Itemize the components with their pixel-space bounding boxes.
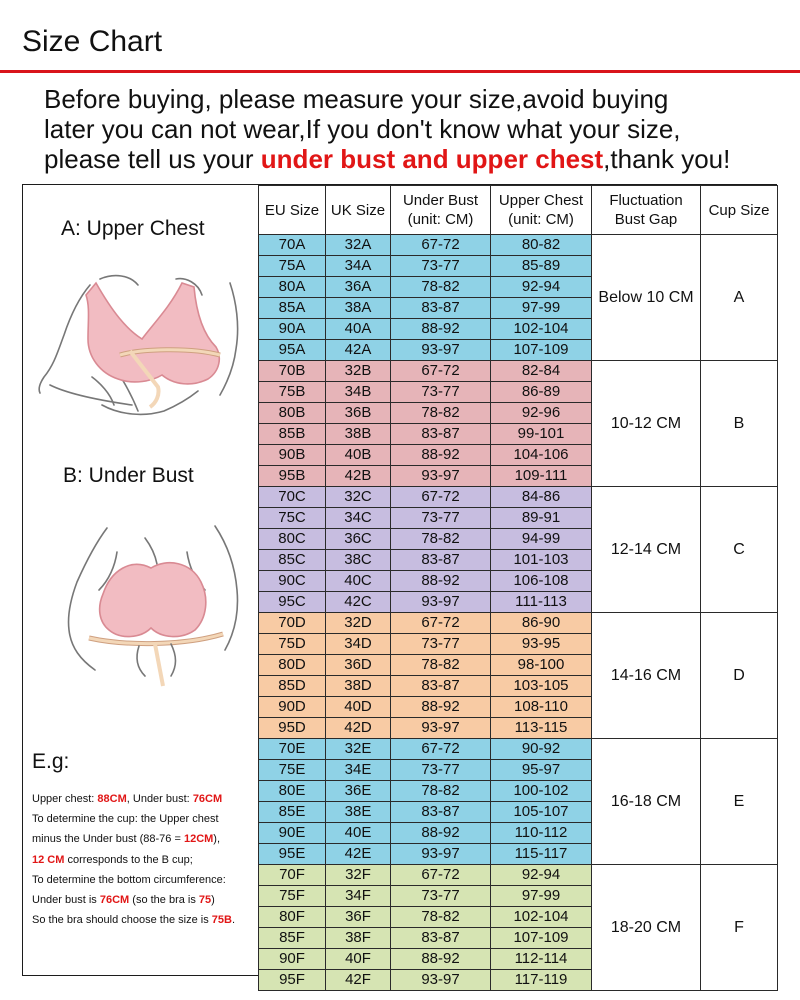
example-text: To determine the cup: the Upper chest [32,813,219,826]
uk-size-cell: 38F [326,928,391,949]
under-bust-cell: 78-82 [391,907,491,928]
under-bust-cell: 83-87 [391,676,491,697]
under-bust-cell: 88-92 [391,823,491,844]
under-bust-cell: 78-82 [391,529,491,550]
intro-text [44,84,794,174]
eu-size-cell: 80D [259,655,326,676]
cup-size-cell: E [701,739,778,865]
uk-size-cell: 40C [326,571,391,592]
eu-size-cell: 70B [259,361,326,382]
under-bust-cell: 88-92 [391,949,491,970]
uk-size-cell: 40F [326,949,391,970]
table-header-row [259,186,778,235]
under-bust-cell: 83-87 [391,550,491,571]
example-text: (so the bra is [129,894,199,907]
example-note-line [32,870,262,890]
eu-size-cell: 70A [259,235,326,256]
example-text: ), [213,833,221,846]
upper-chest-cell: 90-92 [491,739,592,760]
eu-size-cell: 85C [259,550,326,571]
eu-size-cell: 85E [259,802,326,823]
bust-gap-cell: 14-16 CM [592,613,701,739]
eu-size-cell: 95B [259,466,326,487]
uk-size-cell: 36C [326,529,391,550]
eu-size-cell: 95E [259,844,326,865]
upper-chest-cell: 112-114 [491,949,592,970]
intro-line-3-suffix: ,thank you! [603,144,731,174]
intro-highlight: under bust and upper chest [260,144,604,174]
uk-size-cell: 34C [326,508,391,529]
example-note-line [32,789,262,809]
example-highlight: 76CM [99,894,130,907]
upper-chest-cell: 82-84 [491,361,592,382]
example-text: corresponds to the B cup; [64,853,193,866]
under-bust-cell: 88-92 [391,697,491,718]
upper-chest-cell: 92-94 [491,277,592,298]
table-row [259,865,778,886]
uk-size-cell: 36B [326,403,391,424]
eu-size-cell: 95F [259,970,326,991]
example-note-line [32,850,262,870]
intro-line-3 [44,144,794,174]
under-bust-cell: 73-77 [391,508,491,529]
upper-chest-cell: 113-115 [491,718,592,739]
uk-size-cell: 42D [326,718,391,739]
eu-size-cell: 90B [259,445,326,466]
uk-size-cell: 42C [326,592,391,613]
eu-size-cell: 90F [259,949,326,970]
under-bust-cell: 93-97 [391,970,491,991]
uk-size-cell: 36F [326,907,391,928]
upper-chest-cell: 97-99 [491,298,592,319]
uk-size-cell: 34B [326,382,391,403]
cup-size-cell: B [701,361,778,487]
example-text: So the bra should choose the size is [32,914,212,927]
under-bust-cell: 78-82 [391,655,491,676]
upper-chest-cell: 95-97 [491,760,592,781]
under-bust-cell: 88-92 [391,319,491,340]
eu-size-cell: 75E [259,760,326,781]
upper-chest-cell: 109-111 [491,466,592,487]
upper-chest-cell: 105-107 [491,802,592,823]
eu-size-cell: 95A [259,340,326,361]
example-heading: E.g: [32,750,70,773]
page-title: Size Chart [22,25,163,58]
eu-size-cell: 75F [259,886,326,907]
under-bust-cell: 78-82 [391,277,491,298]
eu-size-cell: 75A [259,256,326,277]
under-bust-cell: 93-97 [391,718,491,739]
eu-size-cell: 80C [259,529,326,550]
eu-size-cell: 90E [259,823,326,844]
eu-size-cell: 90C [259,571,326,592]
under-bust-cell: 83-87 [391,802,491,823]
upper-chest-cell: 80-82 [491,235,592,256]
example-text: , Under bust: [126,793,193,805]
uk-size-cell: 40D [326,697,391,718]
intro-line-3-prefix: please tell us your [44,144,261,174]
uk-size-cell: 34D [326,634,391,655]
under-bust-cell: 67-72 [391,865,491,886]
under-bust-cell: 73-77 [391,634,491,655]
eu-size-cell: 80F [259,907,326,928]
example-text: . [231,914,236,927]
example-highlight: 75B [211,914,232,927]
cup-size-cell: C [701,487,778,613]
upper-chest-cell: 108-110 [491,697,592,718]
example-text: ) [211,894,215,907]
uk-size-cell: 40A [326,319,391,340]
under-bust-cell: 73-77 [391,886,491,907]
upper-chest-cell: 94-99 [491,529,592,550]
example-text: minus the Under bust (88-76 = [32,833,184,846]
example-text: Under bust is [32,894,100,907]
eu-size-cell: 75B [259,382,326,403]
intro-line-1: Before buying, please measure your size,avoid buying [44,84,669,114]
eu-size-cell: 85D [259,676,326,697]
upper-chest-heading: A: Upper Chest [61,217,205,240]
eu-size-cell: 95C [259,592,326,613]
intro-line-2: later you can not wear,If you don't know what your size, [44,114,681,144]
example-highlight: 75 [198,894,212,907]
uk-size-cell: 32C [326,487,391,508]
example-note-line [32,829,262,849]
uk-size-cell: 42A [326,340,391,361]
uk-size-cell: 42B [326,466,391,487]
under-bust-cell: 83-87 [391,928,491,949]
example-highlight: 88CM [97,793,127,805]
eu-size-cell: 85F [259,928,326,949]
under-bust-cell: 67-72 [391,361,491,382]
under-bust-cell: 73-77 [391,256,491,277]
cup-size-cell: A [701,235,778,361]
example-note-line [32,910,262,930]
eu-size-cell: 75D [259,634,326,655]
bust-gap-cell: 16-18 CM [592,739,701,865]
uk-size-cell: 32E [326,739,391,760]
eu-size-cell: 80A [259,277,326,298]
title-divider [0,70,800,73]
upper-chest-cell: 102-104 [491,319,592,340]
uk-size-cell: 32F [326,865,391,886]
table-row [259,235,778,256]
upper-chest-cell: 106-108 [491,571,592,592]
uk-size-cell: 38A [326,298,391,319]
uk-size-cell: 42E [326,844,391,865]
under-bust-cell: 67-72 [391,613,491,634]
upper-chest-cell: 104-106 [491,445,592,466]
eu-size-cell: 90A [259,319,326,340]
upper-chest-cell: 110-112 [491,823,592,844]
uk-size-cell: 38B [326,424,391,445]
bust-gap-cell: 12-14 CM [592,487,701,613]
eu-size-cell: 70D [259,613,326,634]
under-bust-cell: 67-72 [391,235,491,256]
under-bust-cell: 78-82 [391,403,491,424]
upper-chest-cell: 103-105 [491,676,592,697]
eu-size-cell: 80B [259,403,326,424]
cup-size-cell: F [701,865,778,991]
example-note-line [32,809,262,829]
under-bust-cell: 67-72 [391,487,491,508]
example-text: Upper chest: [32,793,98,805]
upper-chest-cell: 89-91 [491,508,592,529]
cup-size-cell: D [701,613,778,739]
eu-size-cell: 95D [259,718,326,739]
uk-size-header: UK Size [326,186,391,235]
under-bust-cell: 67-72 [391,739,491,760]
uk-size-cell: 32D [326,613,391,634]
under-bust-cell: 73-77 [391,760,491,781]
upper-chest-cell: 92-94 [491,865,592,886]
example-note-line [32,890,262,910]
under-bust-cell: 88-92 [391,571,491,592]
under-bust-cell: 83-87 [391,298,491,319]
uk-size-cell: 34F [326,886,391,907]
upper-chest-cell: 100-102 [491,781,592,802]
under-bust-cell: 93-97 [391,592,491,613]
eu-size-cell: 85A [259,298,326,319]
upper-chest-cell: 107-109 [491,928,592,949]
under-bust-cell: 93-97 [391,844,491,865]
uk-size-cell: 36D [326,655,391,676]
uk-size-cell: 38C [326,550,391,571]
eu-size-cell: 70E [259,739,326,760]
upper-chest-cell: 84-86 [491,487,592,508]
cup-size-header: Cup Size [701,186,778,235]
upper-chest-cell: 97-99 [491,886,592,907]
eu-size-header: EU Size [259,186,326,235]
under-bust-cell: 73-77 [391,382,491,403]
under-bust-cell: 93-97 [391,466,491,487]
uk-size-cell: 42F [326,970,391,991]
example-highlight: 76CM [192,793,223,805]
table-row [259,739,778,760]
under-bust-cell: 83-87 [391,424,491,445]
under-bust-cell: 93-97 [391,340,491,361]
upper-chest-cell: 111-113 [491,592,592,613]
bust-gap-cell: 18-20 CM [592,865,701,991]
upper-chest-cell: 99-101 [491,424,592,445]
uk-size-cell: 32B [326,361,391,382]
upper-chest-header: Upper Chest (unit: CM) [491,186,592,235]
upper-chest-cell: 107-109 [491,340,592,361]
upper-chest-cell: 92-96 [491,403,592,424]
upper-chest-cell: 101-103 [491,550,592,571]
bust-gap-header: Fluctuation Bust Gap [592,186,701,235]
upper-chest-cell: 93-95 [491,634,592,655]
upper-chest-cell: 86-90 [491,613,592,634]
upper-chest-cell: 86-89 [491,382,592,403]
upper-chest-cell: 115-117 [491,844,592,865]
bust-gap-cell: Below 10 CM [592,235,701,361]
under-bust-cell: 78-82 [391,781,491,802]
uk-size-cell: 34E [326,760,391,781]
upper-chest-cell: 98-100 [491,655,592,676]
eu-size-cell: 70C [259,487,326,508]
upper-chest-illustration [30,255,250,420]
under-bust-illustration [55,510,255,690]
example-highlight: 12 CM [32,853,65,866]
uk-size-cell: 32A [326,235,391,256]
uk-size-cell: 40B [326,445,391,466]
eu-size-cell: 70F [259,865,326,886]
upper-chest-cell: 117-119 [491,970,592,991]
table-row [259,361,778,382]
under-bust-cell: 88-92 [391,445,491,466]
example-notes [32,789,262,930]
under-bust-header: Under Bust (unit: CM) [391,186,491,235]
upper-chest-cell: 102-104 [491,907,592,928]
uk-size-cell: 40E [326,823,391,844]
bust-gap-cell: 10-12 CM [592,361,701,487]
eu-size-cell: 85B [259,424,326,445]
uk-size-cell: 38D [326,676,391,697]
size-table [258,185,778,991]
example-text: To determine the bottom circumference: [32,873,226,886]
eu-size-cell: 80E [259,781,326,802]
uk-size-cell: 34A [326,256,391,277]
uk-size-cell: 36E [326,781,391,802]
table-row [259,613,778,634]
table-row [259,487,778,508]
uk-size-cell: 38E [326,802,391,823]
uk-size-cell: 36A [326,277,391,298]
eu-size-cell: 90D [259,697,326,718]
example-highlight: 12CM [183,833,214,846]
eu-size-cell: 75C [259,508,326,529]
under-bust-heading: B: Under Bust [63,464,194,487]
upper-chest-cell: 85-89 [491,256,592,277]
